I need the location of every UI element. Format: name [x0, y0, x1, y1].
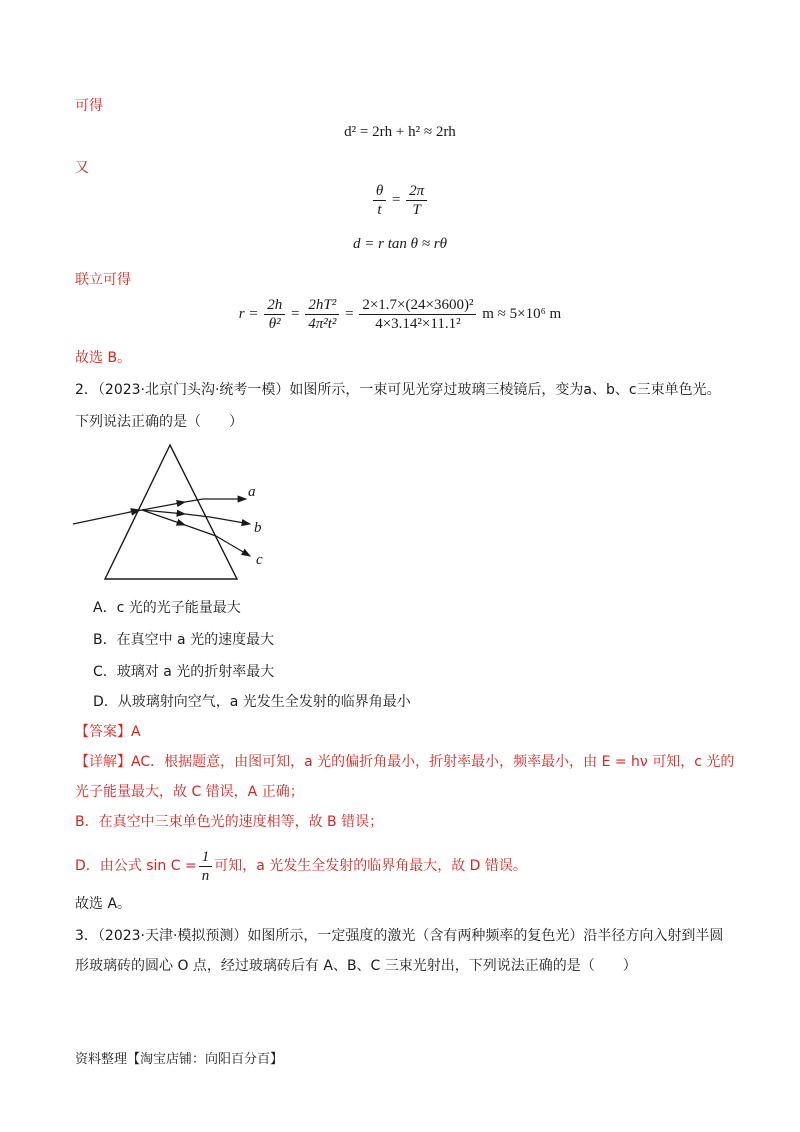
frac-num: θ [373, 182, 386, 201]
frac-den: 4π²t² [308, 316, 337, 332]
conclusion-line: 故选 A。 [75, 896, 132, 912]
frac-num: 2π [406, 182, 427, 201]
frac-den: n [201, 867, 210, 884]
q3-stem-line2: 形玻璃砖的圆心 O 点，经过玻璃砖后有 A、B、C 三束光射出，下列说法正确的是（ ） [75, 958, 637, 974]
detail-line4-post: 可知，a 光发生全发射的临界角最大，故 D 错误。 [214, 858, 527, 874]
answer-label: 【答案】A [75, 724, 141, 740]
frac-num: 2h [264, 296, 285, 315]
result-tail: m ≈ 5×10⁶ m [482, 305, 562, 322]
label-a: a [248, 484, 256, 500]
prism-triangle [105, 445, 237, 579]
equation-r-result: r = $\frac{2h}{\text{θ²}}$ = $\frac{\text{2hT²}}{\text{4π²t²}}$ = $\frac{\text{2×1.7×(24×3600)²}}{\text{4×3.14²×11.1²}}$ m ≈ 5×10⁶ m [238, 297, 562, 332]
frac-num: 1 [199, 848, 213, 867]
q2-stem-line1: 2．（2023·北京门头沟·统考一模）如图所示，一束可见光穿过玻璃三棱镜后，变为a、b、c三束单色光。 [75, 382, 721, 398]
option-b: B．在真空中 a 光的速度最大 [93, 632, 275, 648]
frac-den: 4×3.14²×11.1² [375, 316, 461, 332]
r-equals: r = [238, 305, 259, 322]
answer-line-b: 故选 B。 [75, 350, 132, 366]
label-you: 又 [75, 160, 89, 176]
equation-theta-over-t [0, 182, 800, 219]
footer: 资料整理【淘宝店铺：向阳百分百】 [75, 1052, 284, 1067]
equation-d-r-tan: d = r tan θ ≈ rθ [353, 236, 447, 252]
equation-d-squared: d² = 2rh + h² ≈ 2rh [344, 124, 456, 140]
frac-num: 2×1.7×(24×3600)² [359, 296, 476, 315]
frac-den: t [377, 202, 382, 218]
label-kede: 可得 [75, 98, 103, 114]
equals-sign: = [391, 191, 401, 208]
ray-b-outer [210, 517, 250, 524]
detail-line2: 光子能量最大，故 C 错误，A 正确； [75, 784, 304, 800]
label-c: c [256, 552, 263, 568]
ray-a-inner [142, 502, 185, 510]
frac-den: T [412, 202, 421, 218]
frac-den: θ² [268, 316, 281, 332]
incident-ray [73, 510, 140, 524]
q2-stem-line2: 下列说法正确的是（ ） [75, 414, 243, 430]
detail-line1: 【详解】AC．根据题意，由图可知，a 光的偏折角最小，折射率最小，频率最小，由 E = hν 可知，c 光的 [75, 754, 735, 770]
option-a: A．c 光的光子能量最大 [93, 600, 241, 616]
frac-num: 2hT² [305, 296, 339, 315]
label-lianli: 联立可得 [75, 272, 131, 288]
option-d: D．从玻璃射向空气，a 光发生全发射的临界角最小 [93, 694, 411, 710]
detail-line4 [75, 846, 527, 886]
detail-line4-pre: D．由公式 sin C = [75, 858, 197, 874]
label-b: b [254, 520, 262, 536]
q3-stem-line1: 3．（2023·天津·模拟预测）如图所示，一定强度的激光（含有两种频率的复色光）沿半径方向入射到半圆 [75, 928, 724, 944]
option-c: C．玻璃对 a 光的折射率最大 [93, 664, 275, 680]
prism-diagram [70, 440, 280, 585]
detail-line3: B．在真空中三束单色光的速度相等，故 B 错误； [75, 814, 384, 830]
